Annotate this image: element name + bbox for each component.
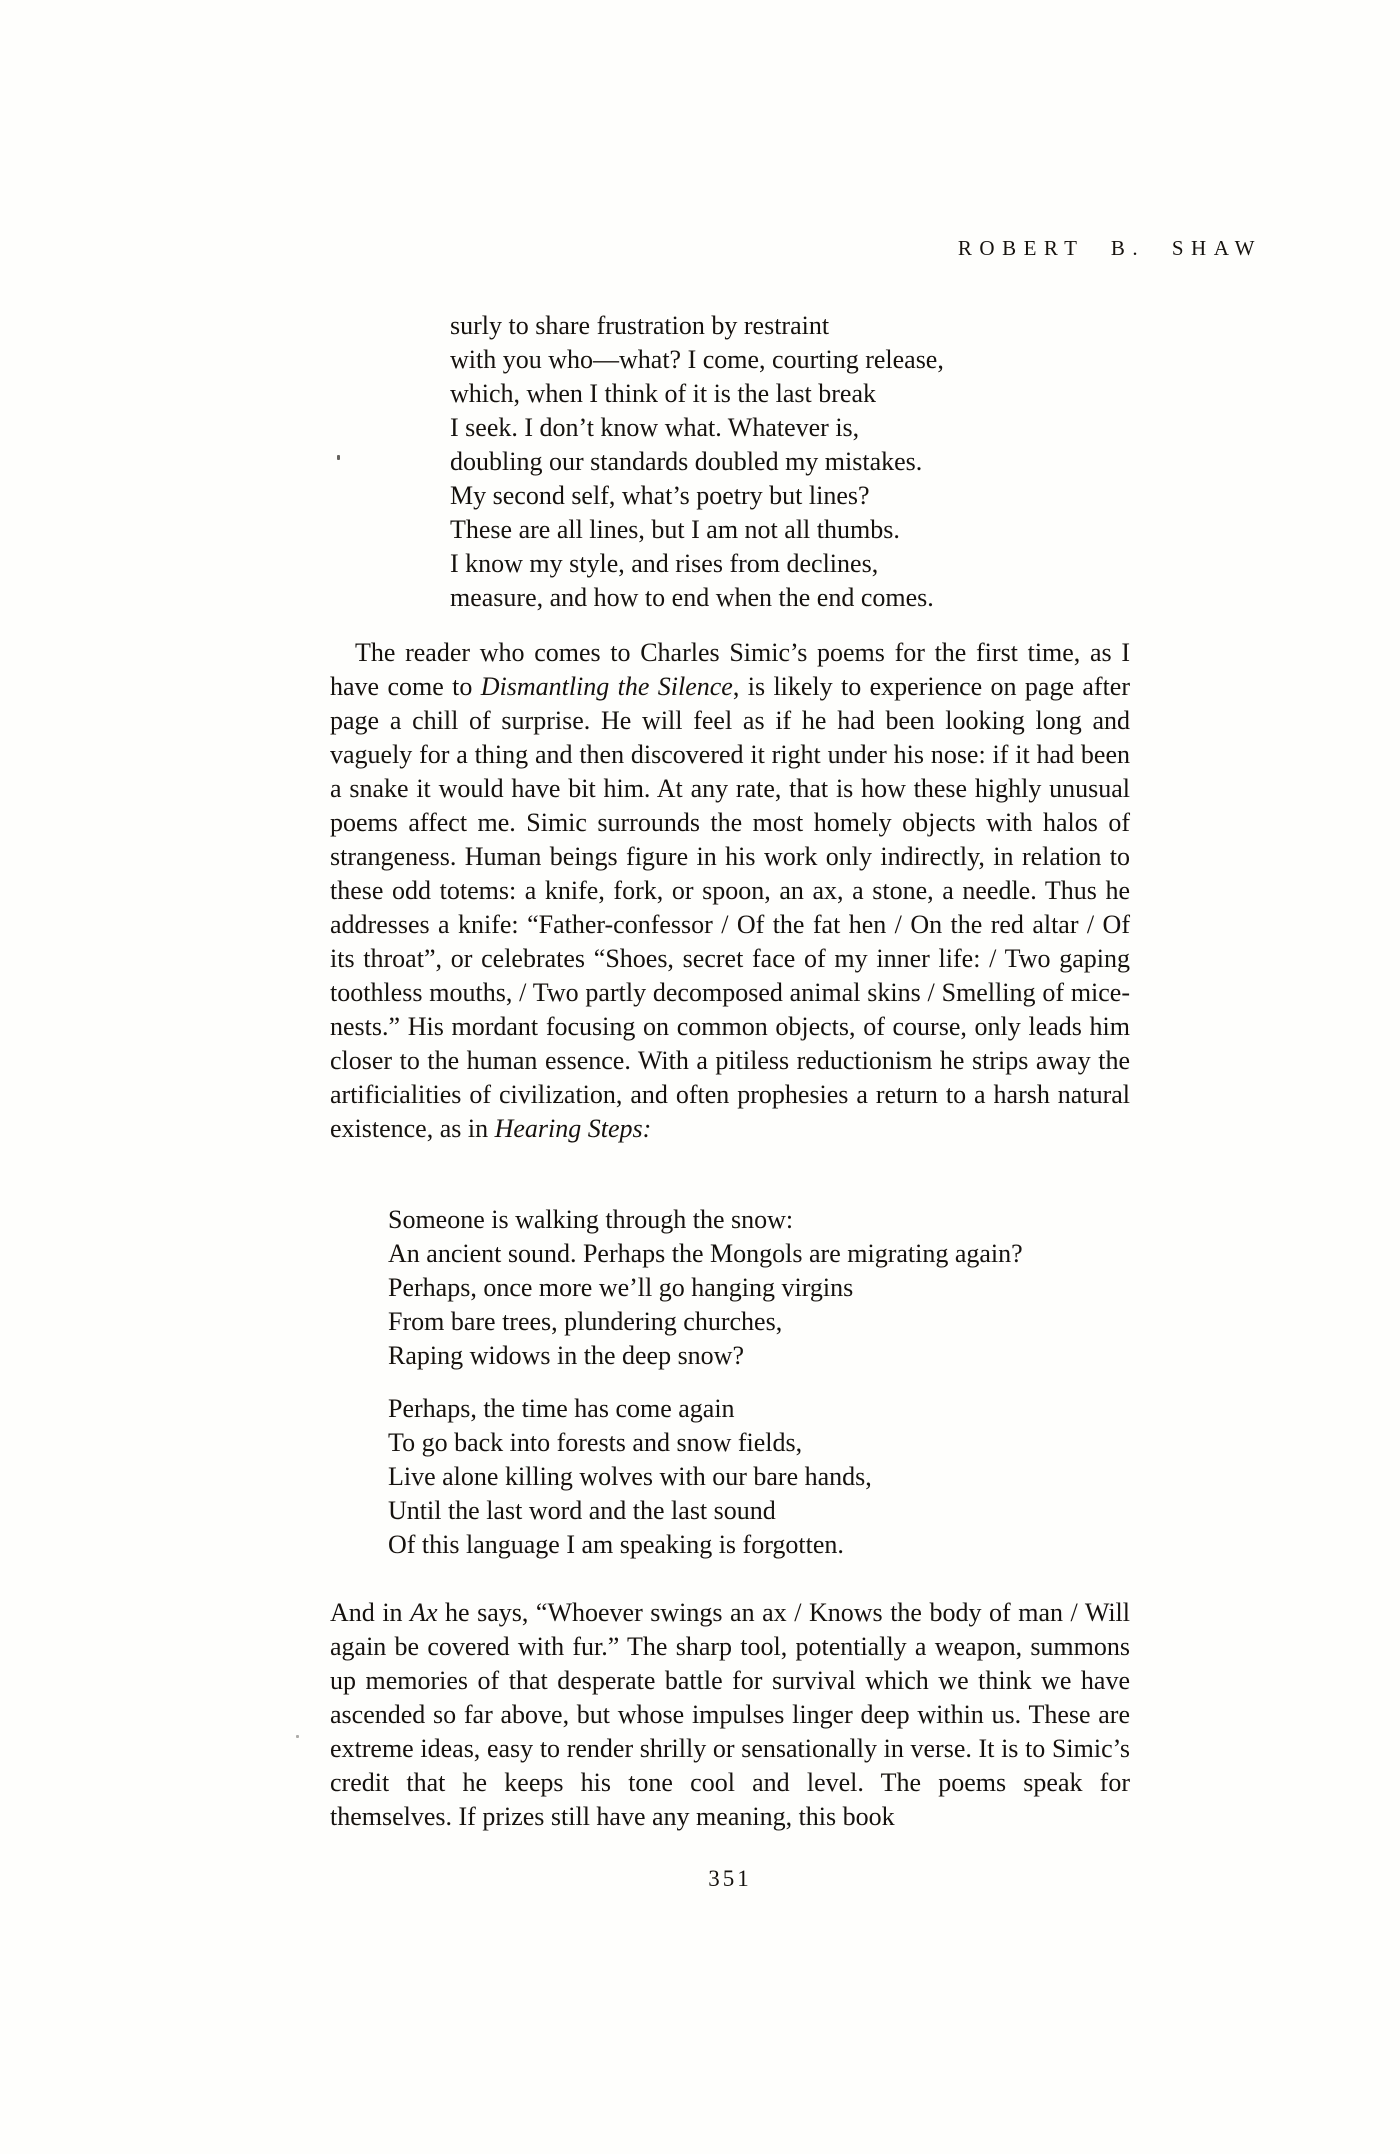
verse-quote-2-stanza-1 bbox=[388, 1203, 1023, 1373]
scan-speck bbox=[337, 455, 340, 460]
poem-line: Live alone killing wolves with our bare hands, bbox=[388, 1462, 872, 1491]
italic-title-text: Ax bbox=[410, 1598, 438, 1627]
poem-line: Perhaps, the time has come again bbox=[388, 1394, 735, 1423]
poem-line: My second self, what’s poetry but lines? bbox=[450, 481, 870, 510]
poem-line: surly to share frustration by restraint bbox=[450, 311, 830, 340]
poem-line: Someone is walking through the snow: bbox=[388, 1205, 794, 1234]
italic-title-text: Dismantling the Silence bbox=[480, 672, 733, 701]
poem-line: From bare trees, plundering churches, bbox=[388, 1307, 783, 1336]
paragraph-1 bbox=[330, 636, 1130, 1146]
verse-quote-2-stanza-2 bbox=[388, 1392, 872, 1562]
text-run: The reader who comes to Charles Simic’s poems for the first time, as I have come to bbox=[330, 638, 1130, 701]
poem-line: measure, and how to end when the end comes. bbox=[450, 583, 934, 612]
poem-line: These are all lines, but I am not all thumbs. bbox=[450, 515, 900, 544]
running-head-author: ROBERT B. SHAW bbox=[957, 236, 1262, 260]
paragraph-2 bbox=[330, 1596, 1130, 1834]
poem-line: Of this language I am speaking is forgotten. bbox=[388, 1530, 844, 1559]
poem-line: I know my style, and rises from declines, bbox=[450, 549, 879, 578]
poem-line: To go back into forests and snow fields, bbox=[388, 1428, 803, 1457]
poem-line: doubling our standards doubled my mistakes. bbox=[450, 447, 923, 476]
italic-title-text: Hearing Steps: bbox=[494, 1114, 652, 1143]
poem-line: with you who—what? I come, courting release, bbox=[450, 345, 944, 374]
scan-speck bbox=[296, 1735, 299, 1738]
text-run: And in bbox=[330, 1598, 411, 1627]
text-run: , is likely to experience on page after page a chill of surprise. He will feel as if he had been looking long and vaguely for a thing and then discovered it right under his nose: if it had been a snake it would have bit him. At any rate, that is how these highly unusual poems affect me. Simic surrounds the most homely objects with halos of strangeness. Human beings figure in his work only indirectly, in relation to these odd totems: a knife, fork, or spoon, an ax, a stone, a needle. Thus he addresses a knife: “Father-confessor / Of the fat hen / On the red altar / Of its throat”, or celebrates “Shoes, secret face of my inner life: / Two gaping toothless mouths, / Two partly decomposed animal skins / Smelling of mice-nests.” His mordant focusing on common objects, of course, only leads him closer to the human essence. With a pitiless reductionism he strips away the artificialities of civilization, and often prophesies a return to a harsh natural existence, as in bbox=[330, 672, 1130, 1143]
poem-line: An ancient sound. Perhaps the Mongols are migrating again? bbox=[388, 1239, 1023, 1268]
poem-line: which, when I think of it is the last break bbox=[450, 379, 877, 408]
text-run: he says, “Whoever swings an ax / Knows the body of man / Will again be covered with fur.” The sharp tool, potentially a weapon, summons up memories of that desperate battle for survival which we think we have ascended so far above, but whose impulses linger deep within us. These are extreme ideas, easy to render shrilly or sensationally in verse. It is to Simic’s credit that he keeps his tone cool and level. The poems speak for themselves. If prizes still have any meaning, this book bbox=[330, 1598, 1130, 1831]
poem-line: Raping widows in the deep snow? bbox=[388, 1341, 745, 1370]
page-number: 351 bbox=[708, 1866, 752, 1891]
poem-line: Until the last word and the last sound bbox=[388, 1496, 776, 1525]
poem-line: Perhaps, once more we’ll go hanging virgins bbox=[388, 1273, 854, 1302]
poem-line: I seek. I don’t know what. Whatever is, bbox=[450, 413, 860, 442]
verse-quote-1 bbox=[450, 309, 944, 615]
